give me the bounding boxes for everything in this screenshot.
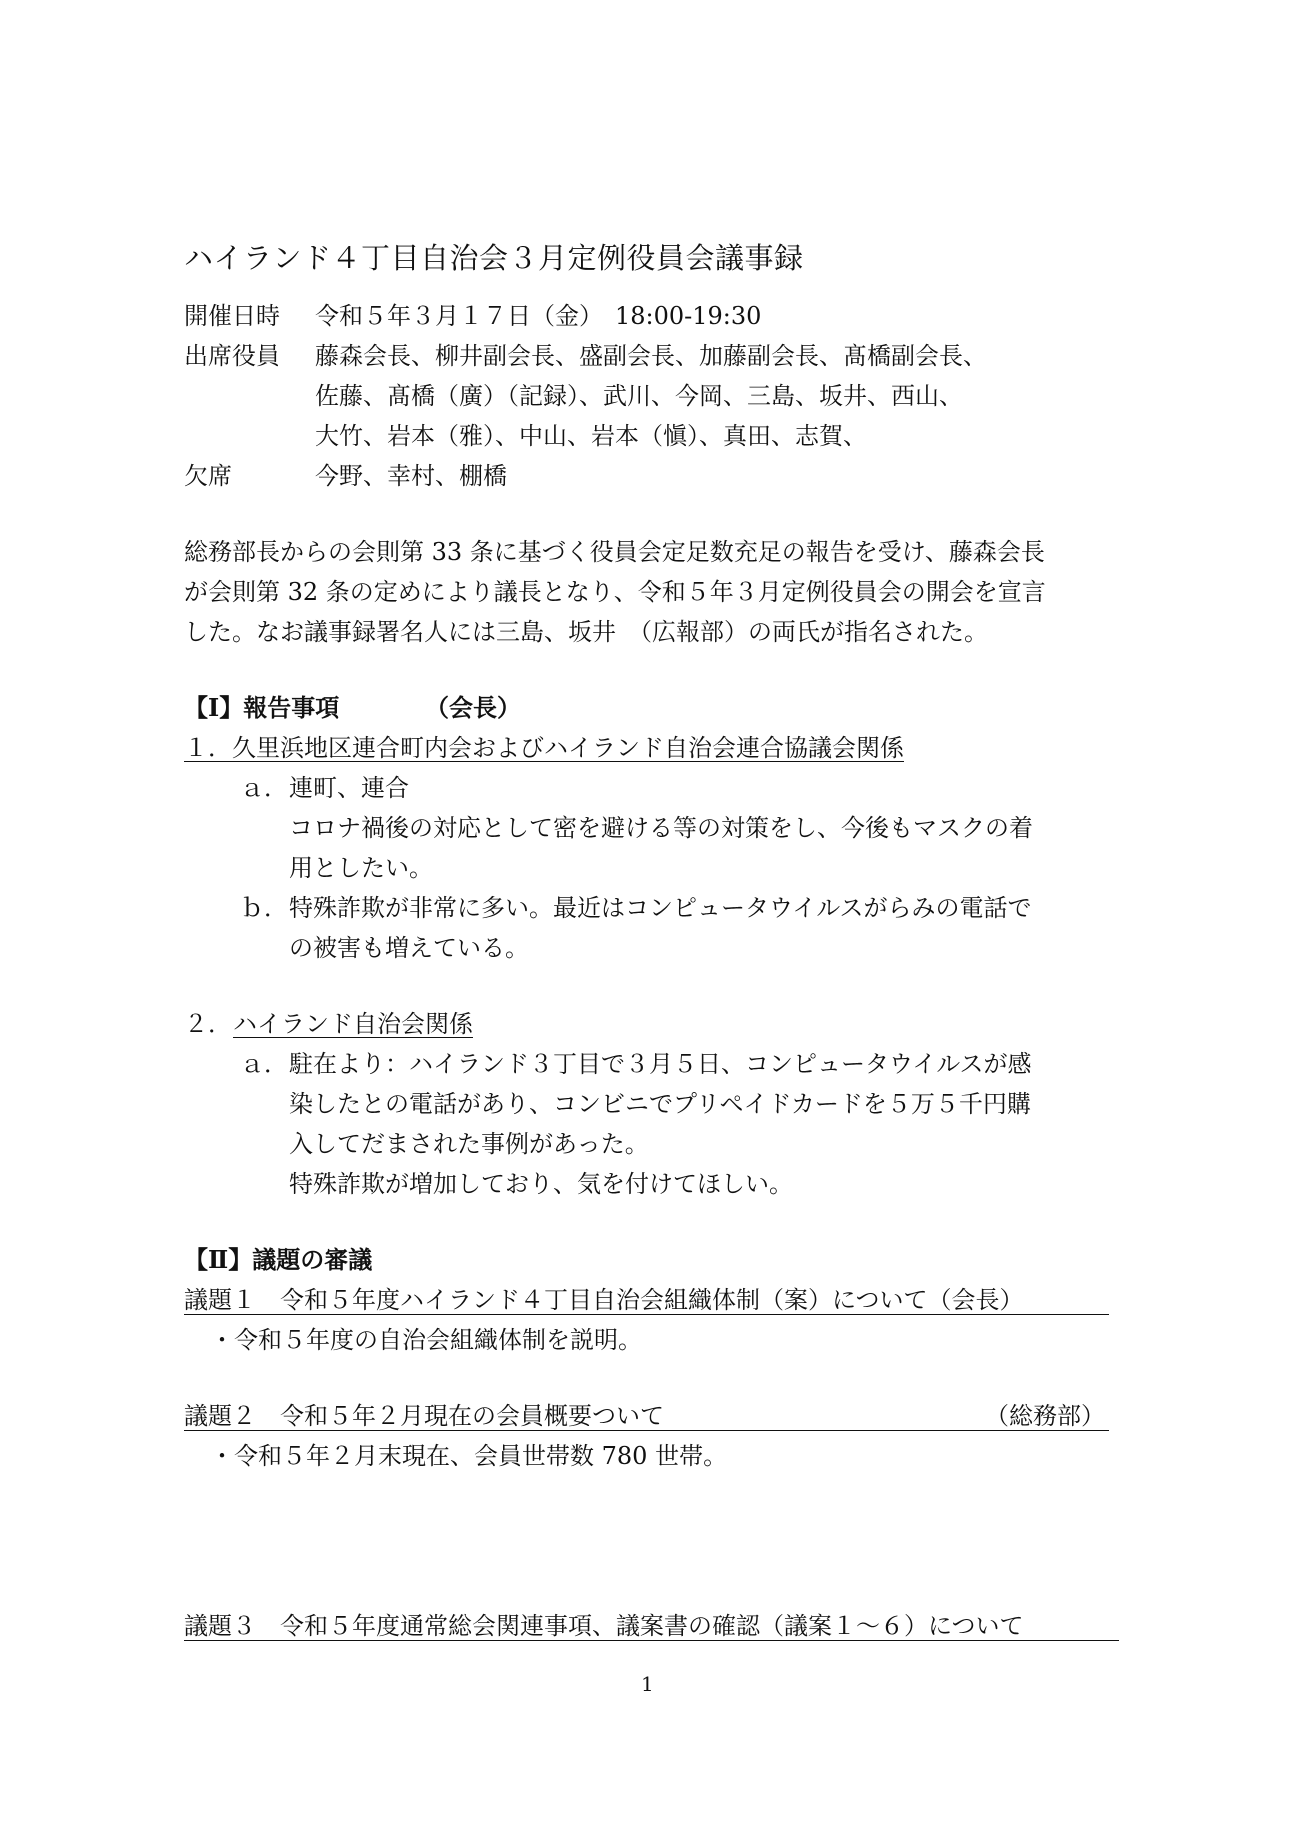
attendees-line-2: 佐藤、髙橋（廣）（記録）、武川、今岡、三島、坂井、西山、 [315, 382, 963, 410]
intro-line-2: が会則第 32 条の定めにより議長となり、令和５年３月定例役員会の開会を宣言 [184, 578, 1046, 606]
report-item-1a-line-2: 用としたい。 [289, 854, 433, 882]
report-item-1b-line-2: の被害も増えている。 [289, 934, 529, 962]
section1-reporter: （会長） [425, 693, 521, 722]
meeting-date-label: 開催日時 [184, 302, 280, 330]
attendees-line-3: 大竹、岩本（雅）、中山、岩本（愼）、真田、志賀、 [315, 422, 867, 450]
report-item-1b-label: ｂ． [240, 894, 288, 922]
report-item-2a-line-4: 特殊詐欺が増加しており、気を付けてほしい。 [289, 1170, 793, 1198]
attendees-line-1: 藤森会長、柳井副会長、盛副会長、加藤副会長、髙橋副会長、 [315, 342, 987, 370]
section1-heading: 【Ⅰ】報告事項 [184, 693, 340, 722]
report-item-2-number: ２． [184, 1010, 232, 1038]
report-item-2-title: ハイランド自治会関係 [233, 1010, 473, 1038]
report-item-2a-label: ａ． [240, 1050, 288, 1078]
report-item-2a-line-2: 染したとの電話があり、コンビニでプリペイドカードを５万５千円購 [289, 1090, 1031, 1118]
report-item-1-title: １．久里浜地区連合町内会およびハイランド自治会連合協議会関係 [184, 734, 904, 762]
report-item-1b-line-1: 特殊詐欺が非常に多い。最近はコンピュータウイルスがらみの電話で [289, 894, 1032, 922]
section2-heading: 【Ⅱ】議題の審議 [184, 1245, 373, 1274]
agenda-2-underline [184, 1430, 1109, 1431]
agenda-2-department: （総務部） [985, 1402, 1105, 1430]
attendees-label: 出席役員 [184, 342, 280, 370]
report-item-1a-label: ａ． [240, 774, 288, 802]
agenda-1-underline [184, 1314, 1109, 1315]
document-title: ハイランド４丁目自治会３月定例役員会議事録 [184, 241, 804, 275]
agenda-3-underline [184, 1640, 1119, 1641]
agenda-2-title: 議題２ 令和５年２月現在の会員概要ついて [184, 1402, 664, 1430]
agenda-3-title: 議題３ 令和５年度通常総会関連事項、議案書の確認（議案１～６）について [184, 1612, 1024, 1640]
absent-value: 今野、幸村、棚橋 [315, 462, 507, 490]
page-number: 1 [641, 1672, 654, 1696]
meeting-date-value: 令和５年３月１７日（金） 18:00-19:30 [315, 302, 762, 330]
agenda-2-body: ・令和５年２月末現在、会員世帯数 780 世帯。 [210, 1442, 728, 1470]
intro-line-1: 総務部長からの会則第 33 条に基づく役員会定足数充足の報告を受け、藤森会長 [184, 538, 1045, 566]
report-item-2a-line-1: 駐在より：ハイランド３丁目で３月５日、コンピュータウイルスが感 [289, 1050, 1032, 1078]
report-item-1a-title: 連町、連合 [289, 774, 409, 802]
report-item-1a-line-1: コロナ禍後の対応として密を避ける等の対策をし、今後もマスクの着 [289, 814, 1033, 842]
agenda-1-body: ・令和５年度の自治会組織体制を説明。 [210, 1326, 642, 1354]
absent-label: 欠席 [184, 462, 232, 490]
agenda-1-title: 議題１ 令和５年度ハイランド４丁目自治会組織体制（案）について（会長） [184, 1286, 1024, 1314]
report-item-2a-line-3: 入してだまされた事例があった。 [289, 1130, 649, 1158]
intro-line-3: した。なお議事録署名人には三島、坂井 （広報部）の両氏が指名された。 [184, 618, 988, 646]
